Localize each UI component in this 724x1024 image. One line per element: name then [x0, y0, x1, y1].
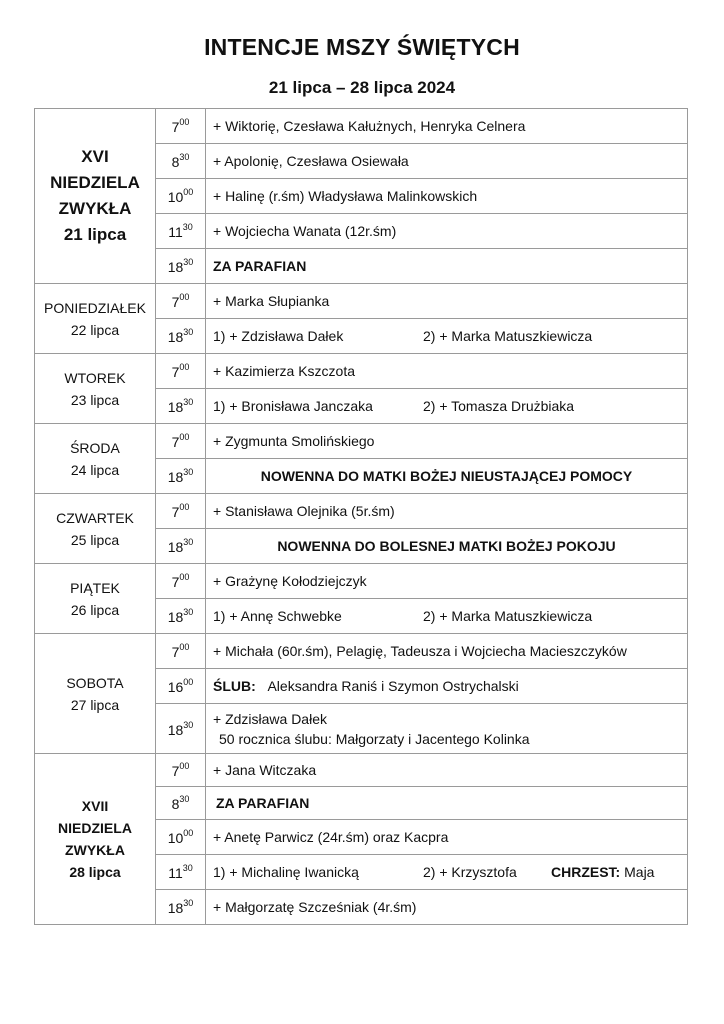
intention: + Marka Słupianka: [206, 284, 688, 319]
day-cell: [35, 109, 156, 284]
intention-2: 2) + Marka Matuszkiewicza: [423, 328, 593, 344]
intention-1: + Zdzisława Dałek: [213, 710, 327, 727]
day-cell: [35, 354, 156, 424]
mass-time: $18^{30}$: [156, 704, 206, 754]
table-row: [35, 354, 688, 389]
day-date: 27 lipca: [70, 696, 120, 713]
intention-1: 1) + Annę Schwebke: [213, 608, 342, 624]
intention-1: 1) + Michalinę Iwanicką: [213, 864, 359, 880]
wedding-label: ŚLUB:: [213, 678, 256, 694]
day-cell: [35, 564, 156, 634]
intention: + Wojciecha Wanata (12r.śm): [206, 214, 688, 249]
day-line: SOBOTA: [66, 674, 124, 691]
page-title: INTENCJE MSZY ŚWIĘTYCH: [204, 34, 520, 60]
mass-time: $11^{30}$: [156, 214, 206, 249]
intention-2: 2) + Tomasza Drużbiaka: [423, 398, 575, 414]
day-line: XVI: [81, 147, 109, 166]
mass-time: $8^{30}$: [156, 144, 206, 179]
mass-time: $7^{00}$: [156, 424, 206, 459]
intention: [206, 319, 688, 354]
intention: [206, 669, 688, 704]
table-row: [35, 754, 688, 787]
intention: [206, 389, 688, 424]
table-row: [35, 284, 688, 319]
day-line: XVII: [81, 798, 109, 814]
day-cell: [35, 754, 156, 925]
mass-time: $18^{30}$: [156, 319, 206, 354]
day-date: 21 lipca: [63, 225, 127, 244]
day-cell: [35, 284, 156, 354]
intention: [206, 599, 688, 634]
intention: + Michała (60r.śm), Pelagię, Tadeusza i Wojciecha Macieszczyków: [206, 634, 688, 669]
intention-2: 2) + Krzysztofa: [423, 864, 517, 880]
intention: [206, 704, 688, 754]
intention: + Stanisława Olejnika (5r.śm): [206, 494, 688, 529]
table-row: [35, 634, 688, 669]
mass-time: $10^{00}$: [156, 820, 206, 855]
mass-time: $18^{30}$: [156, 459, 206, 494]
mass-time: $7^{00}$: [156, 634, 206, 669]
day-date: 23 lipca: [70, 391, 120, 408]
table-row: [35, 494, 688, 529]
table-row: [35, 424, 688, 459]
day-line: NIEDZIELA: [58, 820, 132, 836]
intention: + Halinę (r.śm) Władysława Malinkowskich: [206, 179, 688, 214]
intention-2: 2) + Marka Matuszkiewicza: [423, 608, 593, 624]
intention: ZA PARAFIAN: [206, 787, 688, 820]
baptism-name: Maja: [624, 864, 655, 880]
intention: + Małgorzatę Szcześniak (4r.śm): [206, 890, 688, 925]
intention: + Jana Witczaka: [206, 754, 688, 787]
day-line: ZWYKŁA: [65, 842, 125, 858]
intention: + Apolonię, Czesława Osiewała: [206, 144, 688, 179]
day-date: 24 lipca: [70, 461, 120, 478]
mass-time: $11^{30}$: [156, 855, 206, 890]
day-line: ZWYKŁA: [58, 199, 132, 218]
baptism-label: CHRZEST:: [551, 864, 621, 880]
table-row: [35, 564, 688, 599]
day-line: CZWARTEK: [56, 509, 134, 526]
intention-2: 50 rocznica ślubu: Małgorzaty i Jacentego Kolinka: [219, 730, 530, 747]
intention: + Anetę Parwicz (24r.śm) oraz Kacpra: [206, 820, 688, 855]
intention: [206, 855, 688, 890]
mass-time: $18^{30}$: [156, 599, 206, 634]
mass-time: $7^{00}$: [156, 754, 206, 787]
day-date: 28 lipca: [69, 864, 121, 880]
mass-time: $16^{00}$: [156, 669, 206, 704]
mass-time: $18^{30}$: [156, 249, 206, 284]
intention: + Kazimierza Kszczota: [206, 354, 688, 389]
mass-time: $18^{30}$: [156, 890, 206, 925]
table-row: [35, 109, 688, 144]
wedding-couple: Aleksandra Raniś i Szymon Ostrychalski: [267, 678, 519, 694]
day-date: 25 lipca: [70, 531, 120, 548]
intention: ZA PARAFIAN: [206, 249, 688, 284]
day-date: 26 lipca: [70, 601, 120, 618]
mass-time: $7^{00}$: [156, 284, 206, 319]
mass-time: $7^{00}$: [156, 494, 206, 529]
day-cell: [35, 494, 156, 564]
mass-time: $10^{00}$: [156, 179, 206, 214]
mass-time: $7^{00}$: [156, 109, 206, 144]
mass-time: $7^{00}$: [156, 564, 206, 599]
intention: + Grażynę Kołodziejczyk: [206, 564, 688, 599]
intention-1: 1) + Bronisława Janczaka: [213, 398, 373, 414]
mass-time: $18^{30}$: [156, 389, 206, 424]
mass-time: $7^{00}$: [156, 354, 206, 389]
day-line: NIEDZIELA: [50, 173, 140, 192]
mass-time: $8^{30}$: [156, 787, 206, 820]
day-line: PONIEDZIAŁEK: [44, 299, 146, 316]
intention: NOWENNA DO BOLESNEJ MATKI BOŻEJ POKOJU: [206, 529, 688, 564]
day-line: PIĄTEK: [70, 579, 120, 596]
intention-1: 1) + Zdzisława Dałek: [213, 328, 344, 344]
day-cell: [35, 424, 156, 494]
mass-time: $18^{30}$: [156, 529, 206, 564]
intention: + Zygmunta Smolińskiego: [206, 424, 688, 459]
day-line: WTOREK: [64, 369, 126, 386]
intention: NOWENNA DO MATKI BOŻEJ NIEUSTAJĄCEJ POMOCY: [206, 459, 688, 494]
intention: + Wiktorię, Czesława Kałużnych, Henryka Celnera: [206, 109, 688, 144]
day-line: ŚRODA: [70, 439, 120, 456]
day-cell: [35, 634, 156, 754]
date-range: 21 lipca – 28 lipca 2024: [268, 78, 456, 97]
mass-intentions-table: [34, 108, 688, 925]
day-date: 22 lipca: [70, 321, 120, 338]
